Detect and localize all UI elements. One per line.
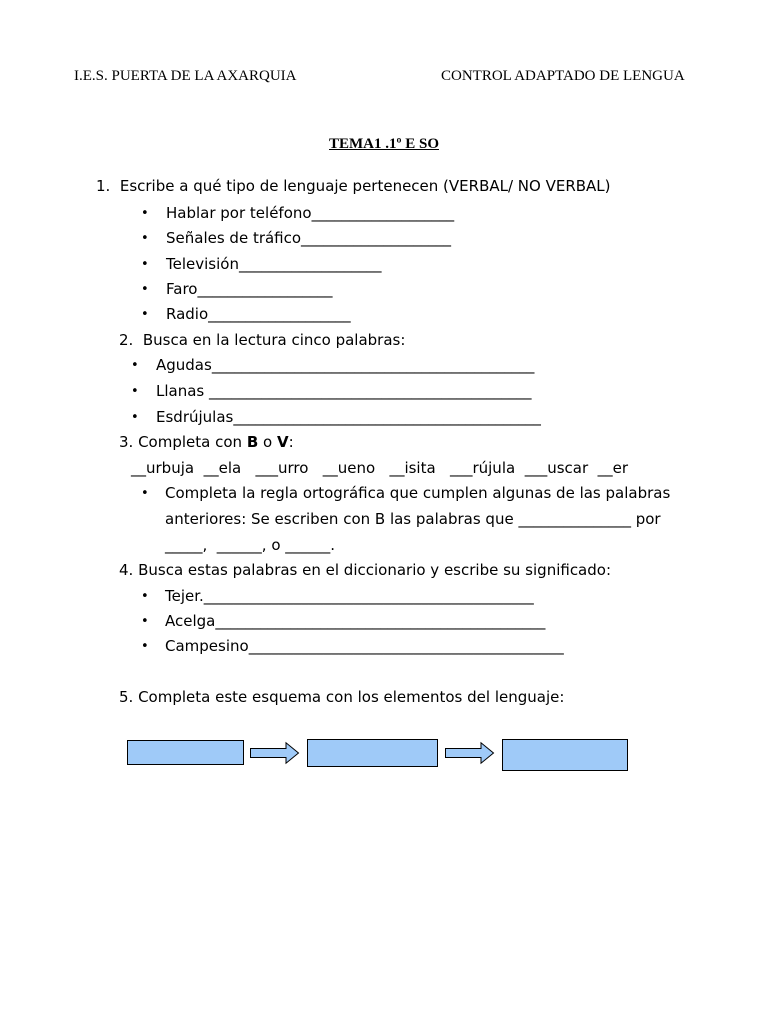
bullet-icon: •	[141, 257, 149, 272]
right-arrow-icon	[445, 742, 495, 764]
bullet-icon: •	[131, 384, 139, 399]
q1-item-3: Televisión___________________	[166, 255, 382, 273]
bullet-icon: •	[141, 589, 149, 604]
question-1: 1. Escribe a qué tipo de lenguaje pertenecen (VERBAL/ NO VERBAL)	[96, 177, 611, 195]
q4-item-3: Campesino__________________________________________	[165, 637, 564, 655]
bullet-icon: •	[131, 358, 139, 373]
q1-item-1: Hablar por teléfono___________________	[166, 204, 455, 222]
q1-item-5: Radio___________________	[166, 305, 351, 323]
q3-rule-line-2: anteriores: Se escriben con B las palabras que _______________ por	[165, 510, 661, 528]
bullet-icon: •	[141, 231, 149, 246]
exam-name: CONTROL ADAPTADO DE LENGUA	[441, 68, 685, 84]
school-name: I.E.S. PUERTA DE LA AXARQUIA	[74, 68, 297, 84]
letter-v: V	[276, 433, 289, 451]
diagram-box-2	[307, 739, 438, 767]
bullet-icon: •	[131, 410, 139, 425]
q1-item-2: Señales de tráfico____________________	[166, 229, 452, 247]
bullet-icon: •	[141, 614, 149, 629]
q1-item-4: Faro__________________	[166, 280, 333, 298]
question-3-prefix: 3. Completa con	[119, 433, 247, 451]
q2-item-1: Agudas___________________________________________	[156, 356, 535, 374]
q4-item-1: Tejer.____________________________________________	[165, 587, 534, 605]
bullet-icon: •	[141, 282, 149, 297]
bullet-icon: •	[141, 639, 149, 654]
q3-word-list: __urbuja __ela ___urro __ueno __isita ___rújula ___uscar __er	[131, 459, 629, 477]
q2-item-3: Esdrújulas_________________________________________	[156, 408, 541, 426]
question-2: 2. Busca en la lectura cinco palabras:	[119, 331, 406, 349]
right-arrow-icon	[250, 742, 300, 764]
letter-b: B	[246, 433, 259, 451]
diagram-box-3	[502, 739, 628, 771]
question-3-or: o	[258, 433, 277, 451]
q3-rule-line-3: _____, ______, o ______.	[165, 536, 336, 554]
question-4: 4. Busca estas palabras en el diccionario y escribe su significado:	[119, 561, 612, 579]
bullet-icon: •	[141, 206, 149, 221]
bullet-icon: •	[141, 486, 149, 501]
diagram-box-1	[127, 740, 244, 765]
q2-item-2: Llanas ___________________________________________	[156, 382, 532, 400]
page-title: TEMA1 .1º E SO	[329, 136, 439, 152]
question-5: 5. Completa este esquema con los elementos del lenguaje:	[119, 688, 565, 706]
bullet-icon: •	[141, 307, 149, 322]
q3-rule-line-1: Completa la regla ortográfica que cumplen algunas de las palabras	[165, 484, 671, 502]
question-3	[119, 433, 294, 451]
q4-item-2: Acelga____________________________________________	[165, 612, 546, 630]
question-3-colon: :	[288, 433, 294, 451]
